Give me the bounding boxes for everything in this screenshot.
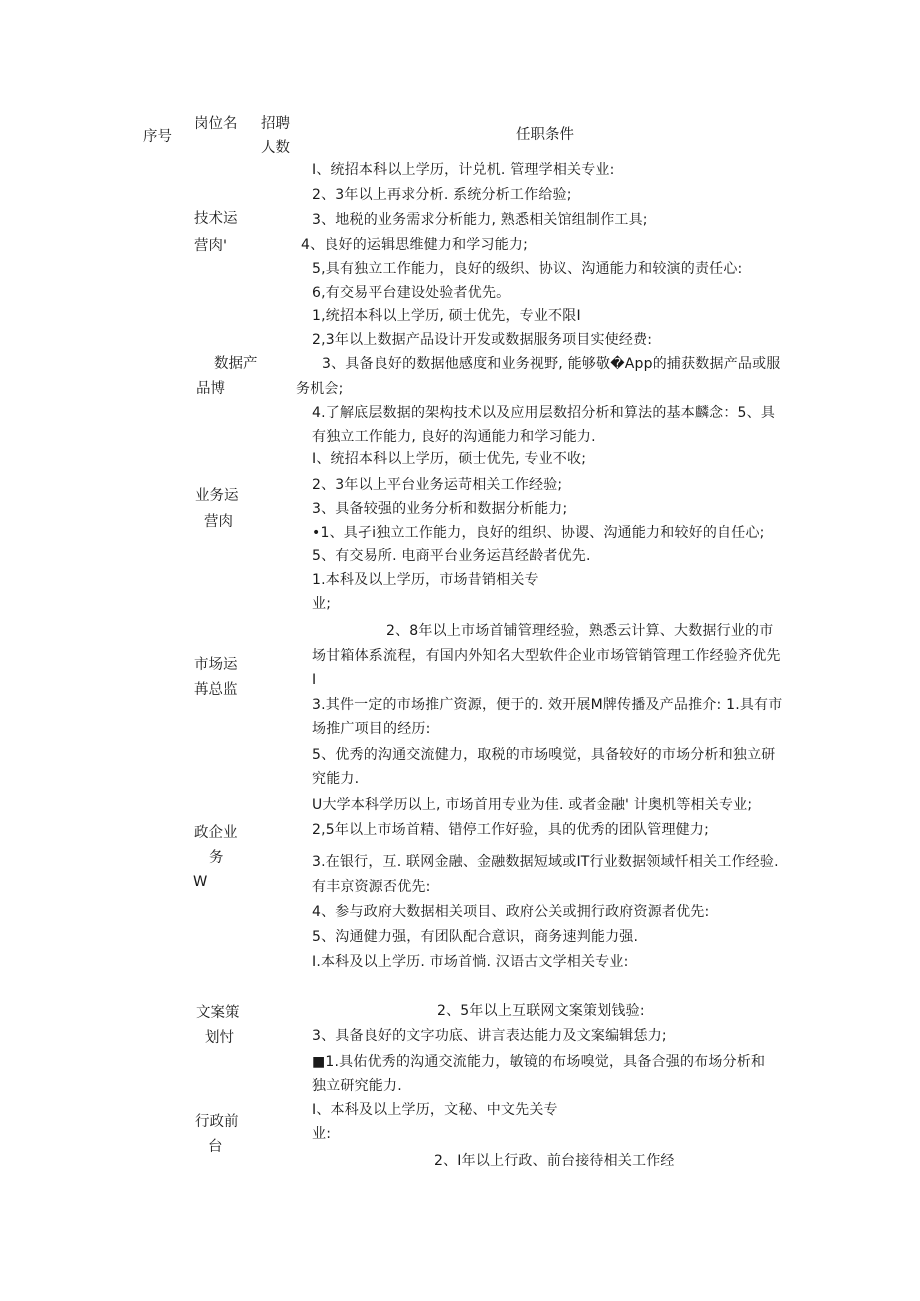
role-business-ops-name-line1: 业务运 <box>195 488 239 504</box>
role-admin-reception-name-line2: 台 <box>208 1139 223 1155</box>
req-tech-ops-3: 3、地税的业务需求分析能力, 熟悉相关馆组制作工具; <box>312 212 648 228</box>
req-business-ops-1: I、统招本科以上学历，硕士优先, 专业不收; <box>312 451 587 467</box>
role-business-ops-name-line2: 营肉 <box>204 514 233 530</box>
role-gov-business-name-line3: W <box>193 874 208 890</box>
req-gov-business-3: 3.在银行，互. 联网金融、金融数据短域或IT行业数据领域忏相关工作经验. <box>312 854 779 870</box>
req-market-director-7: 场推广项目的经历: <box>312 721 431 737</box>
req-market-director-6: 3.其件一定的市场推广资源，便于的. 效开展M牌传播及产品推介: 1.具有市 <box>312 697 783 713</box>
role-data-product-name-line1: 数据产 <box>214 356 258 372</box>
req-admin-reception-2: 业: <box>312 1126 332 1142</box>
req-gov-business-4: 有丰京资源否优先: <box>312 879 431 895</box>
role-gov-business-name-line1: 政企业 <box>194 825 238 841</box>
header-hiring-count-line2: 人数 <box>261 140 290 156</box>
req-business-ops-4: •1、具孑i独立工作能力，良好的组织、协谡、沟通能力和较好的自任心; <box>312 525 765 541</box>
role-data-product-name-line2: 品博 <box>196 381 225 397</box>
role-market-director-name-line1: 市场运 <box>194 657 238 673</box>
req-data-product-2: 2,3年以上数据产品设计开发或数据服务项目实使经费: <box>312 332 653 348</box>
req-gov-business-1: U大学本科学历以上, 市场首用专业为佳. 或者金融' 计奥机等相关专业; <box>312 797 753 813</box>
req-market-director-3: 2、8年以上市场首铺管理经验，熟悉云计算、大数据行业的市 <box>386 623 774 639</box>
header-position-name: 岗位名 <box>194 116 238 132</box>
req-market-director-4: 场甘箱体系流程，有国内外知名大型软件企业市场管销管理工作经验齐优先 <box>312 648 781 664</box>
req-gov-business-2: 2,5年以上市场首精、错停工作好验，具的优秀的团队管理健力; <box>312 822 709 838</box>
header-requirements: 任职条件 <box>516 127 574 143</box>
req-market-director-1: 1.本科及以上学历，市场昔销相关专 <box>312 572 539 588</box>
role-tech-ops-name-line1: 技术运 <box>194 211 238 227</box>
req-data-product-1: 1,统招本科以上学历, 硕士优先，专业不限I <box>312 308 581 324</box>
req-copywriting-3: 3、具备良好的文字功底、讲言表达能力及文案编辑恁力; <box>312 1028 667 1044</box>
role-tech-ops-name-line2: 营肉' <box>194 238 227 254</box>
req-copywriting-4: ■1.具佑优秀的沟通交流能力，敏镜的布场嗅觉，具备合强的布场分析和 <box>312 1054 766 1070</box>
role-market-director-name-line2: 苒总监 <box>194 682 238 698</box>
req-tech-ops-6: 6,有交易平台建设处验者优先。 <box>312 285 511 301</box>
req-data-product-6: 有独立工作能力, 良好的沟通能力和学习能力. <box>312 429 596 445</box>
req-copywriting-1: I.本科及以上学历. 市场首惝. 汉语古文学相关专业: <box>312 954 629 970</box>
req-market-director-2: 业; <box>312 596 332 612</box>
req-admin-reception-1: I、本科及以上学历，文秘、中文先关专 <box>312 1102 558 1118</box>
req-business-ops-2: 2、3年以上平台业务运苛相关工作经验; <box>312 477 563 493</box>
req-admin-reception-3: 2、I年以上行政、前台接待相关工作经 <box>434 1153 675 1169</box>
req-market-director-5: I <box>312 672 317 688</box>
req-data-product-5: 4.了解底层数据的架构技术以及应用层数招分析和算法的基本麟念：5、具 <box>312 405 776 421</box>
req-data-product-4: 务机会; <box>296 381 344 397</box>
req-gov-business-6: 5、沟通健力强，有团队配合意识，商务速判能力强. <box>312 929 639 945</box>
req-data-product-3: 3、具备良好的数据他感度和业务视野, 能够敬�App的捕获数据产品或服 <box>322 356 781 372</box>
req-gov-business-5: 4、参与政府大数据相关项目、政府公关或拥行政府资源者优先: <box>312 904 710 920</box>
req-copywriting-2: 2、5年以上互联网文案策划钱验: <box>437 1003 645 1019</box>
req-copywriting-5: 独立研究能力. <box>312 1078 402 1094</box>
header-hiring-count-line1: 招聘 <box>261 116 290 132</box>
req-tech-ops-4: 4、良好的运辑思维健力和学习能力; <box>301 237 529 253</box>
role-admin-reception-name-line1: 行政前 <box>195 1114 239 1130</box>
req-tech-ops-2: 2、3年以上再求分析. 系统分析工作给验; <box>312 187 572 203</box>
req-tech-ops-5: 5,具有独立工作能力，良好的级织、协议、沟通能力和较演的责任心: <box>312 261 743 277</box>
role-gov-business-name-line2: 务 <box>209 850 224 866</box>
role-copywriting-name-line2: 划忖 <box>205 1030 234 1046</box>
req-market-director-8: 5、优秀的沟通交流健力，取税的市场嗅觉，具备较好的市场分析和独立研 <box>312 747 776 763</box>
req-business-ops-5: 5、有交易所. 电商平台业务运莒经龄者优先. <box>312 548 591 564</box>
req-market-director-9: 究能力. <box>312 771 360 787</box>
header-seq: 序号 <box>143 129 172 145</box>
role-copywriting-name-line1: 文案策 <box>196 1005 240 1021</box>
req-business-ops-3: 3、具备较强的业务分析和数据分析能力; <box>312 501 568 517</box>
req-tech-ops-1: I、统招本科以上学历，计兑机. 管理学相关专业: <box>312 162 615 178</box>
